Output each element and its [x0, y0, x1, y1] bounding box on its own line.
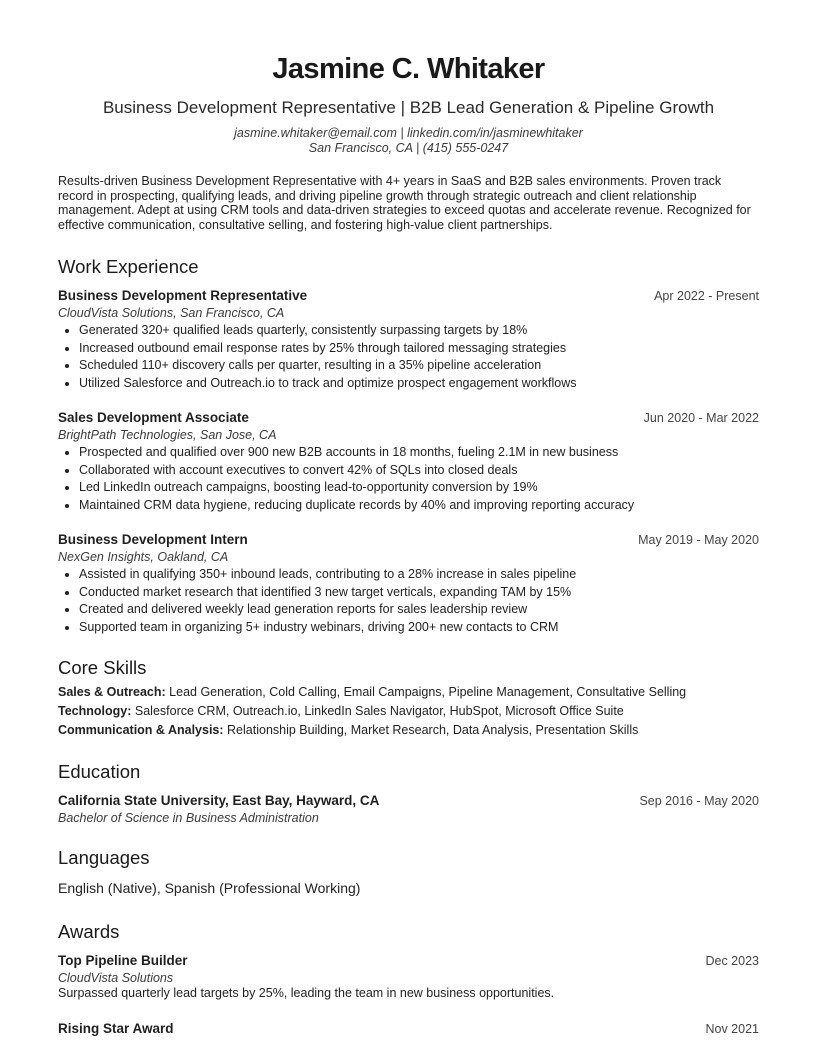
job-company: BrightPath Technologies, San Jose, CA	[58, 428, 277, 442]
award-entry	[58, 952, 759, 1001]
job-bullets	[58, 566, 759, 636]
skill-row	[58, 702, 759, 721]
skill-row	[58, 721, 759, 740]
job-bullet: • Increased outbound email response rates by 25% through tailored messaging strategies	[79, 340, 759, 358]
job-bullet: • Maintained CRM data hygiene, reducing duplicate records by 40% and improving reporting accuracy	[79, 497, 759, 515]
job-title: Sales Development Associate	[58, 410, 249, 425]
contact-email-linkedin: jasmine.whitaker@email.com | linkedin.com/in/jasminewhitaker	[234, 126, 583, 140]
award-date: Nov 2021	[705, 1022, 759, 1036]
award-title: Top Pipeline Builder	[58, 953, 188, 968]
job-bullet: • Created and delivered weekly lead generation reports for sales leadership review	[79, 601, 759, 619]
section-title-awards: Awards	[58, 921, 120, 942]
education-dates: Sep 2016 - May 2020	[639, 794, 759, 808]
job-bullets	[58, 322, 759, 392]
professional-headline: Business Development Representative | B2B Lead Generation & Pipeline Growth	[102, 98, 715, 117]
job-bullet: • Led LinkedIn outreach campaigns, boosting lead-to-opportunity conversion by 19%	[79, 479, 759, 497]
contact-location-phone: San Francisco, CA | (415) 555-0247	[308, 141, 509, 155]
job-bullet: • Conducted market research that identified 3 new target verticals, expanding TAM by 15%	[79, 584, 759, 602]
contact-info	[58, 126, 759, 156]
job-bullets	[58, 444, 759, 514]
section-title-languages: Languages	[58, 847, 150, 868]
education-entry	[58, 792, 759, 827]
award-header	[58, 952, 759, 970]
resume-page	[58, 52, 759, 1038]
job-title: Business Development Intern	[58, 532, 248, 547]
job-title: Business Development Representative	[58, 288, 308, 303]
skills-list	[58, 683, 759, 740]
skill-items: Salesforce CRM, Outreach.io, LinkedIn Sales Navigator, HubSpot, Microsoft Office Suite	[134, 704, 624, 718]
award-issuer: CloudVista Solutions	[58, 971, 174, 985]
job-bullet: • Collaborated with account executives to convert 42% of SQLs into closed deals	[79, 462, 759, 480]
professional-summary: Results-driven Business Development Representative with 4+ years in SaaS and B2B sales environments. Proven track record in prospecting, qualifying leads, and driving pipeline growth through strategic outreach and client relationship management. Adept at using CRM tools and data-driven strategies to exceed quotas and accelerate revenue. Recognized for effective communication, consultative selling, and fostering high-value client partnerships.	[58, 174, 751, 232]
job-bullet: • Assisted in qualifying 350+ inbound leads, contributing to a 28% increase in sales pipeline	[79, 566, 759, 584]
job-header	[58, 287, 759, 305]
award-header	[58, 1020, 759, 1038]
job-header	[58, 531, 759, 549]
job-entry	[58, 409, 759, 514]
skill-category: Sales & Outreach:	[58, 685, 166, 699]
job-bullet: • Supported team in organizing 5+ industry webinars, driving 200+ new contacts to CRM	[79, 619, 759, 637]
job-dates: Apr 2022 - Present	[654, 289, 759, 303]
award-description: Surpassed quarterly lead targets by 25%, leading the team in new business opportunities.	[58, 986, 555, 1000]
job-bullet: • Prospected and qualified over 900 new B2B accounts in 18 months, fueling 2.1M in new business	[79, 444, 759, 462]
skill-items: Lead Generation, Cold Calling, Email Campaigns, Pipeline Management, Consultative Selling	[169, 685, 687, 699]
job-dates: Jun 2020 - Mar 2022	[643, 411, 759, 425]
award-date: Dec 2023	[705, 954, 759, 968]
candidate-name: Jasmine C. Whitaker	[272, 53, 545, 85]
job-bullet: • Generated 320+ qualified leads quarterly, consistently surpassing targets by 18%	[79, 322, 759, 340]
education-degree: Bachelor of Science in Business Administration	[58, 811, 319, 825]
job-entry	[58, 531, 759, 636]
section-title-work-experience: Work Experience	[58, 256, 199, 277]
skill-category: Communication & Analysis:	[58, 723, 224, 737]
skill-items: Relationship Building, Market Research, Data Analysis, Presentation Skills	[227, 723, 639, 737]
job-entry	[58, 287, 759, 392]
job-dates: May 2019 - May 2020	[638, 533, 759, 547]
job-bullet: • Scheduled 110+ discovery calls per quarter, resulting in a 35% pipeline acceleration	[79, 357, 759, 375]
job-company: NexGen Insights, Oakland, CA	[58, 550, 229, 564]
award-entry	[58, 1020, 759, 1038]
education-header	[58, 792, 759, 810]
skill-category: Technology:	[58, 704, 132, 718]
skill-row	[58, 683, 759, 702]
section-title-core-skills: Core Skills	[58, 657, 147, 678]
languages-list: English (Native), Spanish (Professional Working)	[58, 880, 361, 896]
section-title-education: Education	[58, 761, 141, 782]
award-title: Rising Star Award	[58, 1021, 174, 1036]
job-company: CloudVista Solutions, San Francisco, CA	[58, 306, 285, 320]
job-header	[58, 409, 759, 427]
education-school: California State University, East Bay, Hayward, CA	[58, 793, 380, 808]
job-bullet: • Utilized Salesforce and Outreach.io to track and optimize prospect engagement workflows	[79, 375, 759, 393]
